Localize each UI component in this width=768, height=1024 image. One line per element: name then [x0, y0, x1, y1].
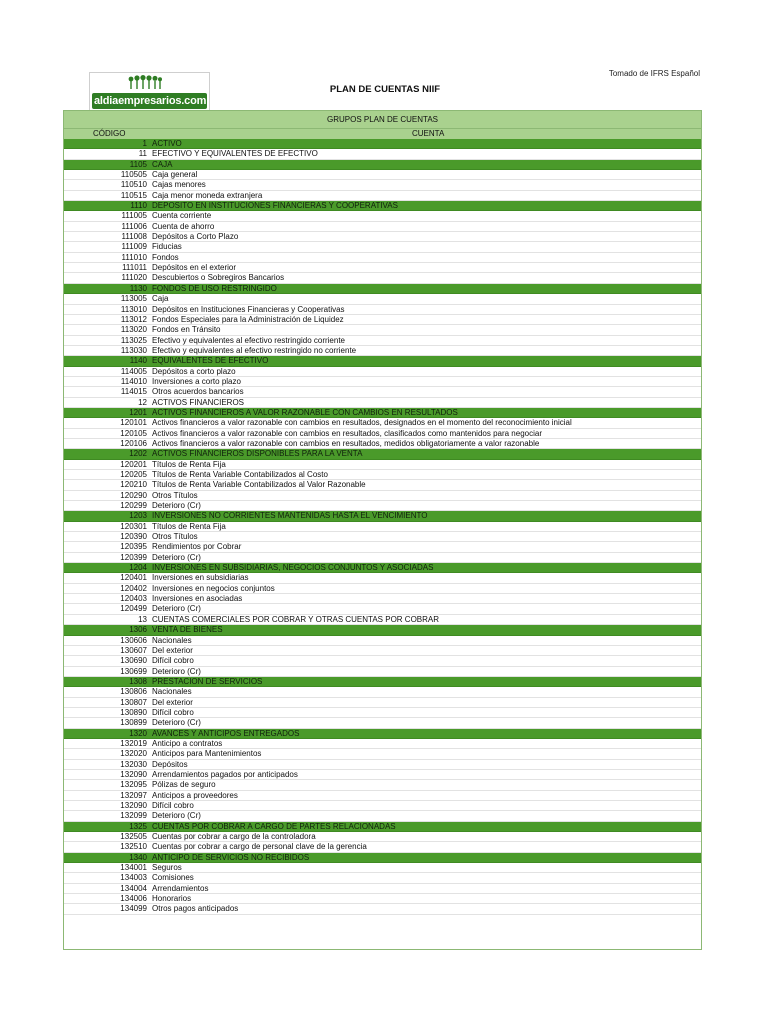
account-name: Depósitos a corto plazo	[152, 366, 236, 376]
table-row	[63, 305, 702, 315]
account-code: 134006	[120, 894, 147, 904]
account-name: Descubiertos o Sobregiros Bancarios	[152, 273, 285, 283]
account-name: Fondos Especiales para la Administración de Liquidez	[152, 314, 344, 324]
account-code: 134099	[120, 904, 147, 914]
table-row	[63, 294, 702, 304]
account-name: Deterioro (Cr)	[152, 811, 201, 821]
table-row	[63, 377, 702, 387]
account-name: Activos financieros a valor razonable con cambios en resultados, medidos obligatoriamente a valor razonable	[152, 438, 540, 448]
table-row	[63, 222, 702, 232]
account-code: 120101	[120, 418, 147, 428]
group-row	[63, 449, 702, 459]
account-code: 132505	[120, 832, 147, 842]
table-row	[63, 336, 702, 346]
account-name: Activos financieros a valor razonable con cambios en resultados, clasificados como mantenidos para negociar	[152, 428, 542, 438]
account-code: 120390	[120, 532, 147, 542]
table-row	[63, 170, 702, 180]
account-code: 111005	[121, 211, 147, 221]
account-code: 110505	[120, 170, 147, 180]
account-code: 111006	[121, 221, 147, 231]
account-code: 120106	[120, 438, 147, 448]
account-name: ACTIVO	[152, 139, 182, 148]
account-code: 1105	[129, 159, 147, 169]
account-code: 111020	[121, 273, 147, 283]
account-code: 1201	[129, 407, 147, 417]
group-row	[63, 139, 702, 149]
account-name: Depósitos a Corto Plazo	[152, 232, 239, 242]
account-name: ACTIVOS FINANCIEROS A VALOR RAZONABLE CON CAMBIOS EN RESULTADOS	[152, 407, 458, 417]
account-code: 12	[138, 397, 147, 407]
account-name: Títulos de Renta Fija	[152, 521, 226, 531]
account-code: 130606	[120, 635, 147, 645]
table-row	[63, 615, 702, 625]
account-name: Arrendamientos	[152, 883, 209, 893]
account-name: Cajas menores	[152, 180, 206, 190]
account-code: 111010	[121, 252, 147, 262]
account-name: Inversiones a corto plazo	[152, 376, 241, 386]
table-row	[63, 904, 702, 914]
account-code: 132090	[120, 801, 147, 810]
account-name: Fondos	[152, 252, 179, 262]
account-name: VENTA DE BIENES	[152, 625, 223, 635]
account-name: CAJA	[152, 159, 173, 169]
account-code: 120395	[120, 542, 147, 552]
page-title: PLAN DE CUENTAS NIIF	[329, 84, 441, 95]
table-row	[63, 573, 702, 583]
account-code: 1325	[129, 821, 147, 831]
table-row	[63, 346, 702, 356]
account-name: Anticipos a proveedores	[152, 790, 238, 800]
account-code: 120401	[120, 573, 147, 583]
account-name: Títulos de Renta Variable Contabilizados al Valor Razonable	[152, 480, 366, 490]
account-name: Activos financieros a valor razonable con cambios en resultados, designados en el momento del reconocimiento inicial	[152, 418, 572, 428]
account-code: 134001	[120, 863, 147, 873]
table-row	[63, 532, 702, 542]
table-row	[63, 522, 702, 532]
table-row	[63, 770, 702, 780]
account-name: Deterioro (Cr)	[152, 604, 201, 614]
account-name: Deterioro (Cr)	[152, 552, 201, 562]
table-row	[63, 180, 702, 190]
group-row	[63, 625, 702, 635]
account-code: 114005	[120, 366, 147, 376]
group-row	[63, 284, 702, 294]
table-row	[63, 242, 702, 252]
account-name: Efectivo y equivalentes al efectivo restringido corriente	[152, 335, 345, 345]
table-row	[63, 211, 702, 221]
account-name: Fondos en Tránsito	[152, 325, 221, 335]
account-name: Caja	[152, 294, 169, 304]
account-code: 134004	[120, 883, 147, 893]
account-name: Nacionales	[152, 635, 192, 645]
account-code: 132030	[120, 759, 147, 769]
account-name: Seguros	[152, 863, 182, 873]
account-code: 132097	[120, 790, 147, 800]
account-name: Anticipos para Mantenimientos	[152, 749, 262, 759]
account-name: Títulos de Renta Variable Contabilizados al Costo	[152, 470, 328, 479]
account-code: 120210	[120, 480, 147, 490]
group-row	[63, 677, 702, 687]
table-row	[63, 149, 702, 159]
account-code: 120201	[120, 459, 147, 469]
table-row	[63, 480, 702, 490]
account-name: EFECTIVO Y EQUIVALENTES DE EFECTIVO	[152, 149, 318, 159]
table-row	[63, 398, 702, 408]
account-code: 1110	[130, 201, 147, 211]
account-code: 132095	[120, 780, 147, 790]
account-name: Títulos de Renta Fija	[152, 459, 226, 469]
account-code: 132099	[120, 811, 147, 821]
account-name: Honorarios	[152, 894, 192, 904]
account-code: 120299	[120, 501, 147, 511]
table-row	[63, 542, 702, 552]
table-row	[63, 749, 702, 759]
account-code: 130899	[120, 718, 147, 728]
account-name: CUENTAS COMERCIALES POR COBRAR Y OTRAS CUENTAS POR COBRAR	[152, 614, 440, 624]
account-name: Difícil cobro	[152, 707, 194, 717]
table-row	[63, 646, 702, 656]
account-code: 111009	[121, 242, 147, 252]
account-name: CUENTAS POR COBRAR A CARGO DE PARTES RELACIONADAS	[152, 821, 396, 831]
table-row	[63, 439, 702, 449]
group-row	[63, 853, 702, 863]
account-name: Difícil cobro	[152, 801, 194, 810]
account-code: 1202	[129, 449, 147, 459]
table-row	[63, 718, 702, 728]
account-code: 1340	[129, 852, 147, 862]
account-code: 130690	[120, 656, 147, 666]
account-code: 132510	[120, 842, 147, 852]
account-code: 113012	[120, 314, 147, 324]
group-row	[63, 822, 702, 832]
column-header-row	[63, 128, 702, 139]
table-row	[63, 491, 702, 501]
account-name: ACTIVOS FINANCIEROS	[152, 397, 245, 407]
account-name: Depósitos en el exterior	[152, 263, 237, 273]
account-code: 1306	[129, 625, 147, 635]
account-name: Caja general	[152, 170, 198, 180]
logo-text: aldiaempresarios.com	[94, 95, 207, 107]
table-row	[63, 418, 702, 428]
account-name: Inversiones en subsidiarias	[152, 573, 249, 583]
account-name: Depósitos	[152, 759, 188, 769]
account-code: 132020	[120, 749, 147, 759]
account-code: 130890	[120, 707, 147, 717]
account-name: Arrendamientos pagados por anticipados	[152, 769, 298, 779]
table-row	[63, 315, 702, 325]
account-code: 113020	[120, 325, 147, 335]
account-code: 132019	[120, 738, 147, 748]
account-name: Efectivo y equivalentes al efectivo restringido no corriente	[152, 345, 357, 355]
group-row	[63, 563, 702, 573]
account-name: Comisiones	[152, 873, 194, 883]
account-name: Cuentas por cobrar a cargo de la controladora	[152, 832, 316, 842]
account-name: Pólizas de seguro	[152, 780, 216, 790]
account-name: Deterioro (Cr)	[152, 666, 201, 676]
table-row	[63, 553, 702, 563]
account-name: INVERSIONES EN SUBSIDIARIAS, NEGOCIOS CONJUNTOS Y ASOCIADAS	[152, 563, 434, 573]
table-row	[63, 604, 702, 614]
table-row	[63, 367, 702, 377]
account-name: Otros pagos anticipados	[152, 904, 239, 914]
account-name: EQUIVALENTES DE EFECTIVO	[152, 356, 269, 366]
account-name: Rendimientos por Cobrar	[152, 542, 242, 552]
account-code: 1140	[129, 356, 147, 366]
group-row	[63, 729, 702, 739]
account-code: 1308	[129, 676, 147, 686]
account-name: INVERSIONES NO CORRIENTES MANTENIDAS HASTA EL VENCIMIENTO	[152, 511, 428, 521]
account-code: 120402	[120, 583, 147, 593]
account-code: 114015	[120, 387, 147, 397]
table-row	[63, 760, 702, 770]
people-trees-icon	[128, 75, 162, 89]
account-name: Cuenta de ahorro	[152, 221, 215, 231]
account-name: Inversiones en asociadas	[152, 594, 243, 604]
table-row	[63, 863, 702, 873]
table-body	[63, 139, 702, 915]
account-code: 120499	[120, 604, 147, 614]
table-row	[63, 387, 702, 397]
account-code: 1	[142, 139, 147, 148]
account-name: Otros Títulos	[152, 532, 198, 542]
table-row	[63, 698, 702, 708]
table-row	[63, 470, 702, 480]
table-row	[63, 584, 702, 594]
account-name: Caja menor moneda extranjera	[152, 190, 263, 200]
table-row	[63, 801, 702, 811]
table-row	[63, 263, 702, 273]
account-name: Otros acuerdos bancarios	[152, 387, 244, 397]
account-code: 120290	[120, 490, 147, 500]
account-code: 113010	[120, 304, 147, 314]
account-code: 1204	[129, 563, 147, 573]
table-row	[63, 739, 702, 749]
account-code: 132090	[120, 769, 147, 779]
account-code: 114010	[120, 376, 147, 386]
account-name: Cuenta corriente	[152, 211, 212, 221]
account-name: Cuentas por cobrar a cargo de personal clave de la gerencia	[152, 842, 367, 852]
account-name: Del exterior	[152, 697, 193, 707]
table-row	[63, 780, 702, 790]
table-row	[63, 273, 702, 283]
table-row	[63, 460, 702, 470]
account-name: Difícil cobro	[152, 656, 194, 666]
account-name: Deterioro (Cr)	[152, 718, 201, 728]
account-name: ANTICIPO DE SERVICIOS NO RECIBIDOS	[152, 852, 310, 862]
group-row	[63, 511, 702, 521]
account-name: DEPOSITO EN INSTITUCIONES FINANCIERAS Y COOPERATIVAS	[152, 201, 398, 211]
table-row	[63, 594, 702, 604]
group-row	[63, 356, 702, 366]
account-name: Fiducias	[152, 242, 182, 252]
account-code: 130607	[120, 645, 147, 655]
account-code: 120205	[120, 470, 147, 479]
account-name: Otros Títulos	[152, 490, 198, 500]
table-row	[63, 708, 702, 718]
group-row	[63, 408, 702, 418]
account-code: 134003	[120, 873, 147, 883]
table-row	[63, 811, 702, 821]
account-code: 1320	[129, 728, 147, 738]
account-name: Nacionales	[152, 687, 192, 697]
account-code: 120105	[120, 428, 147, 438]
table-row	[63, 791, 702, 801]
accounts-table	[63, 110, 702, 915]
account-code: 110510	[120, 180, 147, 190]
table-row	[63, 873, 702, 883]
table-row	[63, 636, 702, 646]
group-title: GRUPOS PLAN DE CUENTAS	[63, 110, 702, 128]
table-row	[63, 253, 702, 263]
account-name: AVANCES Y ANTICIPOS ENTREGADOS	[152, 728, 300, 738]
account-name: FONDOS DE USO RESTRINGIDO	[152, 283, 277, 293]
table-row	[63, 832, 702, 842]
table-row	[63, 687, 702, 697]
table-row	[63, 325, 702, 335]
account-name: PRESTACION DE SERVICIOS	[152, 676, 263, 686]
account-name: Del exterior	[152, 645, 193, 655]
source-note: Tomado de IFRS Español	[608, 69, 700, 78]
account-code: 1130	[129, 283, 147, 293]
account-code: 11	[138, 149, 147, 159]
table-row	[63, 191, 702, 201]
account-name: Inversiones en negocios conjuntos	[152, 583, 275, 593]
account-code: 120301	[120, 521, 147, 531]
account-name: Anticipo a contratos	[152, 738, 223, 748]
account-code: 13	[138, 614, 147, 624]
table-row	[63, 894, 702, 904]
account-code: 113005	[120, 294, 147, 304]
account-code: 111008	[121, 232, 147, 242]
group-row	[63, 160, 702, 170]
account-name: Deterioro (Cr)	[152, 501, 201, 511]
account-code: 113030	[120, 345, 147, 355]
account-code: 130806	[120, 687, 147, 697]
table-row	[63, 884, 702, 894]
account-code: 120399	[120, 552, 147, 562]
company-logo	[89, 72, 210, 112]
account-code: 120403	[120, 594, 147, 604]
account-name: ACTIVOS FINANCIEROS DISPONIBLES PARA LA VENTA	[152, 449, 363, 459]
table-row	[63, 232, 702, 242]
account-name: Depósitos en Instituciones Financieras y Cooperativas	[152, 304, 345, 314]
group-row	[63, 201, 702, 211]
account-code: 113025	[120, 335, 147, 345]
account-code: 130807	[120, 697, 147, 707]
account-code: 110515	[120, 190, 147, 200]
column-header-code: CÓDIGO	[93, 129, 126, 138]
account-code: 1203	[129, 511, 147, 521]
table-row	[63, 667, 702, 677]
account-code: 130699	[120, 666, 147, 676]
column-header-account: CUENTA	[412, 129, 445, 138]
table-row	[63, 501, 702, 511]
table-row	[63, 842, 702, 852]
table-row	[63, 656, 702, 666]
account-code: 111011	[122, 263, 147, 273]
table-row	[63, 429, 702, 439]
